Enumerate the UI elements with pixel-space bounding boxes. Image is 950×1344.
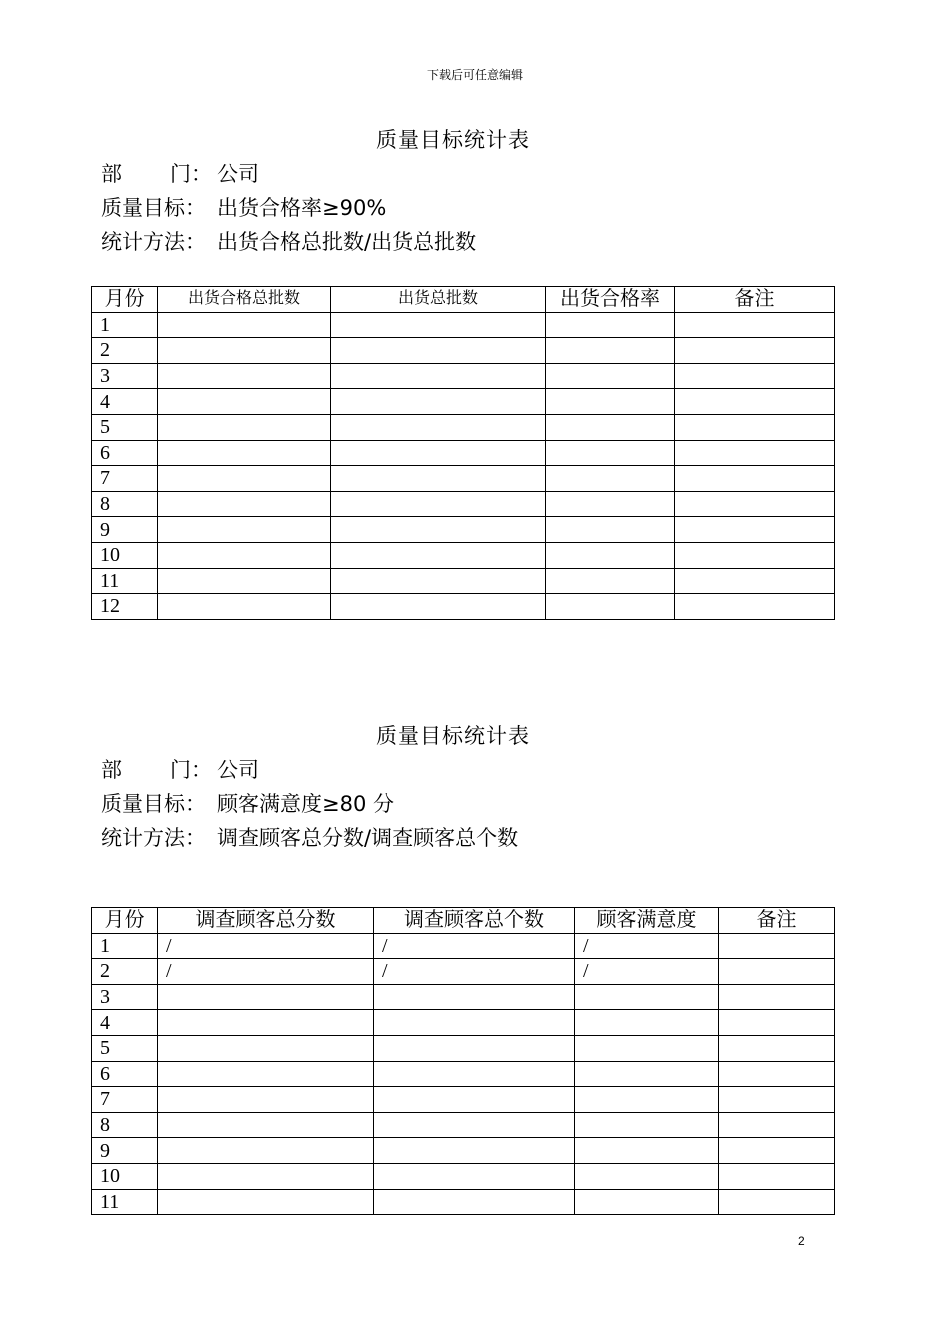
data-cell xyxy=(331,363,546,389)
data-cell xyxy=(675,491,835,517)
month-cell: 4 xyxy=(92,1010,158,1036)
month-cell: 3 xyxy=(92,363,158,389)
data-cell xyxy=(575,1061,719,1087)
table-row xyxy=(92,1138,835,1164)
goal-label: 质量目标： xyxy=(101,196,206,220)
method-label: 统计方法： xyxy=(101,230,206,254)
data-cell xyxy=(374,1138,575,1164)
data-cell xyxy=(158,338,331,364)
data-cell xyxy=(675,414,835,440)
table-row xyxy=(92,1163,835,1189)
data-cell xyxy=(158,1010,374,1036)
month-cell: 7 xyxy=(92,1087,158,1113)
data-cell: / xyxy=(374,933,575,959)
section2-dept-line xyxy=(101,754,259,784)
data-cell xyxy=(158,984,374,1010)
data-cell xyxy=(158,1189,374,1215)
data-cell xyxy=(331,491,546,517)
data-cell xyxy=(675,389,835,415)
month-cell: 4 xyxy=(92,389,158,415)
data-cell xyxy=(158,363,331,389)
data-cell xyxy=(575,984,719,1010)
table-row xyxy=(92,389,835,415)
data-cell xyxy=(675,594,835,620)
data-cell xyxy=(675,542,835,568)
data-cell xyxy=(546,466,675,492)
shipment-stats-table xyxy=(91,286,835,620)
month-cell: 1 xyxy=(92,312,158,338)
data-cell xyxy=(546,389,675,415)
goal-value: 顾客满意度≥80 分 xyxy=(217,792,394,816)
data-cell xyxy=(575,1189,719,1215)
data-cell xyxy=(675,338,835,364)
data-cell xyxy=(546,491,675,517)
data-cell xyxy=(719,1189,835,1215)
month-cell: 2 xyxy=(92,959,158,985)
section1-method-line xyxy=(101,226,476,256)
data-cell xyxy=(575,1112,719,1138)
table-row xyxy=(92,1035,835,1061)
section2-method-line xyxy=(101,822,518,852)
data-cell xyxy=(719,1010,835,1036)
data-cell: / xyxy=(374,959,575,985)
table-row xyxy=(92,338,835,364)
data-cell xyxy=(546,568,675,594)
data-cell xyxy=(675,568,835,594)
month-cell: 5 xyxy=(92,1035,158,1061)
col-customer-count: 调查顾客总个数 xyxy=(374,908,575,934)
data-cell xyxy=(675,517,835,543)
month-cell: 2 xyxy=(92,338,158,364)
data-cell xyxy=(575,1163,719,1189)
table-row xyxy=(92,1189,835,1215)
data-cell: / xyxy=(575,959,719,985)
data-cell xyxy=(374,1035,575,1061)
table-row xyxy=(92,517,835,543)
month-cell: 11 xyxy=(92,568,158,594)
dept-value: 公司 xyxy=(217,758,259,782)
data-cell xyxy=(374,984,575,1010)
data-cell xyxy=(546,363,675,389)
data-cell xyxy=(719,1061,835,1087)
data-cell xyxy=(158,491,331,517)
goal-label: 质量目标： xyxy=(101,792,206,816)
table-row xyxy=(92,542,835,568)
data-cell xyxy=(575,1087,719,1113)
data-cell xyxy=(719,1163,835,1189)
section2-title: 质量目标统计表 xyxy=(376,724,530,748)
table-row xyxy=(92,933,835,959)
col-remarks: 备注 xyxy=(719,908,835,934)
data-cell xyxy=(719,1112,835,1138)
data-cell xyxy=(719,1087,835,1113)
data-cell xyxy=(158,1163,374,1189)
data-cell xyxy=(374,1112,575,1138)
page-number: 2 xyxy=(798,1234,805,1248)
table-row xyxy=(92,594,835,620)
table-row xyxy=(92,959,835,985)
data-cell xyxy=(158,1138,374,1164)
dept-label: 部 门： xyxy=(101,162,212,186)
month-cell: 10 xyxy=(92,542,158,568)
data-cell xyxy=(331,542,546,568)
data-cell xyxy=(719,984,835,1010)
data-cell: / xyxy=(158,933,374,959)
data-cell xyxy=(675,466,835,492)
data-cell xyxy=(374,1087,575,1113)
month-cell: 7 xyxy=(92,466,158,492)
month-cell: 9 xyxy=(92,1138,158,1164)
data-cell xyxy=(546,338,675,364)
data-cell xyxy=(158,414,331,440)
table-row xyxy=(92,1010,835,1036)
dept-value: 公司 xyxy=(217,162,259,186)
satisfaction-stats-table xyxy=(91,907,835,1215)
data-cell xyxy=(575,1035,719,1061)
data-cell xyxy=(158,312,331,338)
col-remarks: 备注 xyxy=(675,287,835,313)
table-row xyxy=(92,1112,835,1138)
data-cell xyxy=(158,1035,374,1061)
data-cell xyxy=(158,1061,374,1087)
header-note: 下载后可任意编辑 xyxy=(426,68,523,82)
table-row xyxy=(92,568,835,594)
table-header-row xyxy=(92,287,835,313)
section2-goal-line xyxy=(101,788,394,818)
table-row xyxy=(92,312,835,338)
col-month: 月份 xyxy=(92,908,158,934)
month-cell: 10 xyxy=(92,1163,158,1189)
data-cell xyxy=(331,389,546,415)
data-cell xyxy=(158,1087,374,1113)
month-cell: 1 xyxy=(92,933,158,959)
data-cell xyxy=(546,312,675,338)
data-cell xyxy=(331,594,546,620)
goal-value: 出货合格率≥90% xyxy=(217,196,387,220)
table-row xyxy=(92,491,835,517)
section1-goal-line xyxy=(101,192,386,222)
data-cell xyxy=(158,542,331,568)
month-cell: 3 xyxy=(92,984,158,1010)
data-cell: / xyxy=(158,959,374,985)
col-pass-rate: 出货合格率 xyxy=(546,287,675,313)
data-cell xyxy=(675,363,835,389)
data-cell xyxy=(546,594,675,620)
data-cell xyxy=(546,414,675,440)
data-cell xyxy=(546,517,675,543)
month-cell: 6 xyxy=(92,440,158,466)
col-total-score: 调查顾客总分数 xyxy=(158,908,374,934)
data-cell xyxy=(546,440,675,466)
table-row xyxy=(92,414,835,440)
data-cell xyxy=(158,389,331,415)
data-cell xyxy=(331,414,546,440)
method-value: 出货合格总批数/出货总批数 xyxy=(217,230,477,254)
col-total-batches: 出货总批数 xyxy=(331,287,546,313)
dept-label: 部 门： xyxy=(101,758,212,782)
table-row xyxy=(92,363,835,389)
method-value: 调查顾客总分数/调查顾客总个数 xyxy=(217,826,519,850)
data-cell xyxy=(575,1010,719,1036)
data-cell xyxy=(575,1138,719,1164)
table-row xyxy=(92,1061,835,1087)
data-cell xyxy=(158,568,331,594)
data-cell: / xyxy=(575,933,719,959)
data-cell xyxy=(675,312,835,338)
data-cell xyxy=(719,959,835,985)
table-row xyxy=(92,466,835,492)
data-cell xyxy=(158,466,331,492)
data-cell xyxy=(719,1035,835,1061)
section1-dept-line xyxy=(101,158,259,188)
table-row xyxy=(92,984,835,1010)
data-cell xyxy=(675,440,835,466)
data-cell xyxy=(158,594,331,620)
month-cell: 8 xyxy=(92,491,158,517)
data-cell xyxy=(546,542,675,568)
data-cell xyxy=(331,312,546,338)
data-cell xyxy=(719,933,835,959)
data-cell xyxy=(331,466,546,492)
col-qualified-batches: 出货合格总批数 xyxy=(158,287,331,313)
month-cell: 5 xyxy=(92,414,158,440)
month-cell: 9 xyxy=(92,517,158,543)
month-cell: 6 xyxy=(92,1061,158,1087)
data-cell xyxy=(374,1163,575,1189)
data-cell xyxy=(331,338,546,364)
table-row xyxy=(92,440,835,466)
data-cell xyxy=(374,1189,575,1215)
month-cell: 12 xyxy=(92,594,158,620)
month-cell: 11 xyxy=(92,1189,158,1215)
data-cell xyxy=(158,440,331,466)
data-cell xyxy=(331,517,546,543)
table-row xyxy=(92,1087,835,1113)
month-cell: 8 xyxy=(92,1112,158,1138)
data-cell xyxy=(331,568,546,594)
data-cell xyxy=(374,1061,575,1087)
data-cell xyxy=(158,517,331,543)
data-cell xyxy=(719,1138,835,1164)
data-cell xyxy=(331,440,546,466)
data-cell xyxy=(374,1010,575,1036)
col-month: 月份 xyxy=(92,287,158,313)
method-label: 统计方法： xyxy=(101,826,206,850)
table-header-row xyxy=(92,908,835,934)
data-cell xyxy=(158,1112,374,1138)
col-satisfaction: 顾客满意度 xyxy=(575,908,719,934)
section1-title: 质量目标统计表 xyxy=(376,128,530,152)
